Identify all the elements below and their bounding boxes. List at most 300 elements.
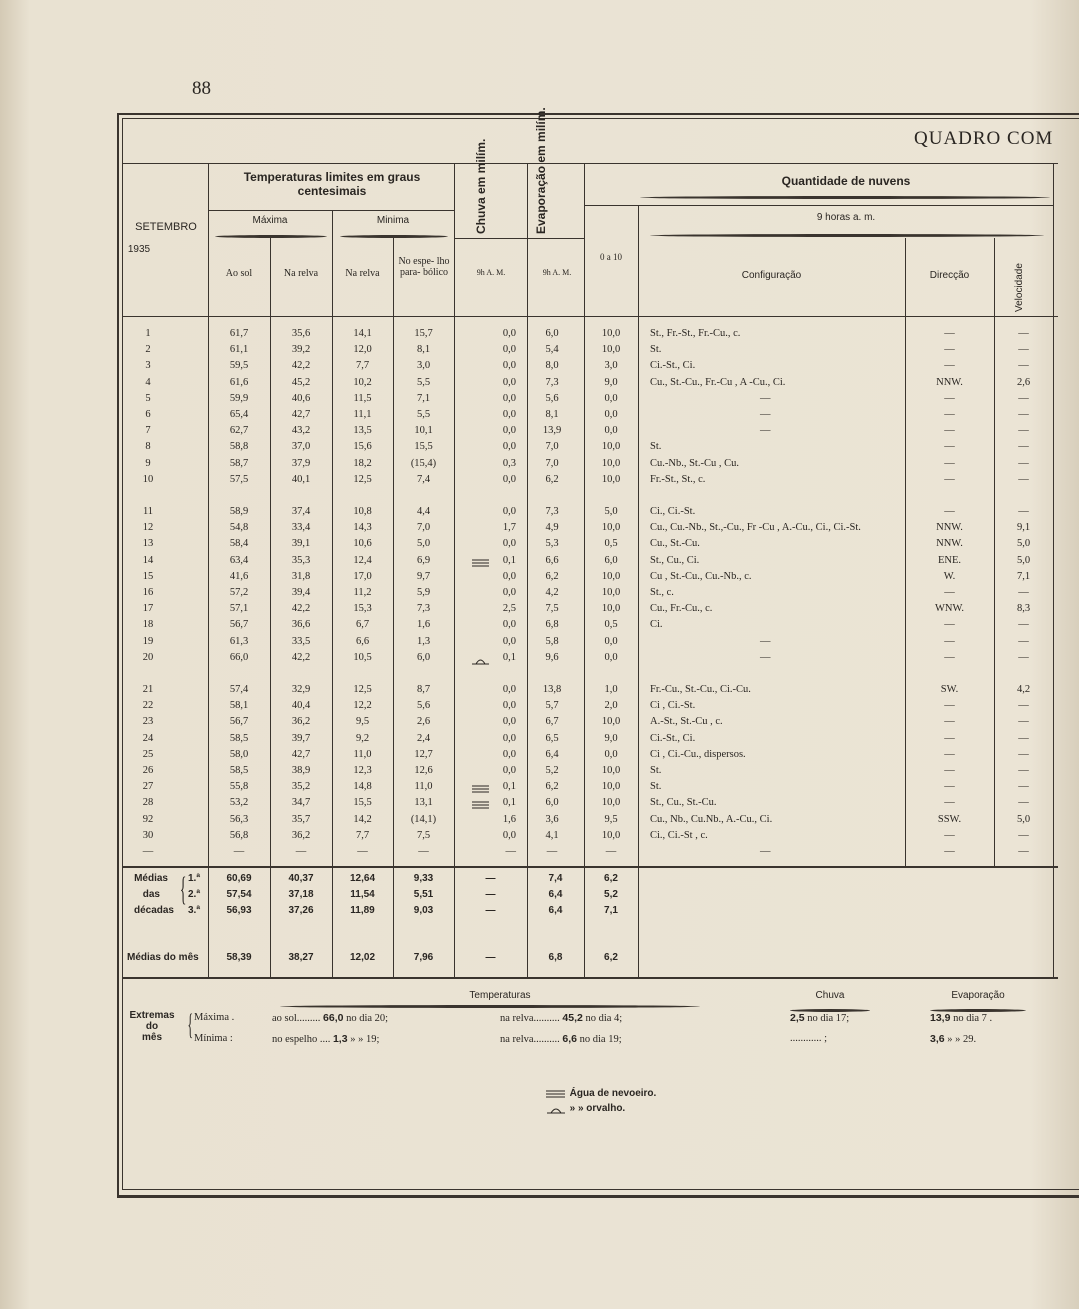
cell-cfg: Cu.-Nb., St.-Cu , Cu.: [650, 457, 739, 469]
cell-d: —: [142, 846, 154, 857]
cell-esp: 4,4: [416, 506, 431, 517]
cell-rmax: 39,4: [291, 587, 311, 598]
cell-neb: 10,0: [601, 570, 621, 582]
cell-cfg: St., c.: [650, 587, 674, 598]
cell-esp: 6,9: [416, 554, 431, 566]
cell-neb: 9,5: [604, 813, 618, 825]
cell-cfg: Ci.: [650, 619, 663, 631]
cell-evap: 6,2: [545, 473, 559, 485]
cell-sol: 57,4: [229, 684, 249, 695]
cell-esp: 12,6: [414, 765, 433, 776]
cell-rmin: 11,2: [353, 587, 372, 598]
cell-neb: 10,0: [601, 441, 621, 453]
cell-dir: SSW.: [937, 813, 962, 825]
cell-vel: —: [1018, 651, 1029, 663]
cell-dir: —: [944, 797, 955, 809]
extremas-temp-header: Temperaturas: [469, 990, 531, 1001]
cell-neb: 9,0: [604, 376, 618, 388]
cell-chuva: 0,0: [502, 732, 516, 744]
swash: [650, 234, 1044, 237]
fog-symbol-icon: [545, 1089, 567, 1099]
cell-sol: 58,5: [229, 765, 249, 776]
cell-sol: 55,8: [229, 781, 249, 793]
cell-neb: 10,0: [601, 797, 621, 809]
ext-max-evap: 13,9 no dia 7 .: [930, 1012, 993, 1024]
cell-sol: 61,6: [229, 376, 249, 388]
cell-vel: —: [1018, 635, 1029, 647]
cell-dir: —: [944, 651, 955, 663]
cell-chuva: 0,0: [502, 376, 516, 388]
cell-rmin: 12,3: [353, 765, 372, 776]
chuva-sub-rule: [454, 238, 584, 239]
cell-neb: —: [605, 846, 617, 857]
medias-cell-esp: 9,03: [413, 905, 434, 916]
cell-d: 8: [145, 441, 151, 453]
cell-esp: 1,3: [416, 635, 431, 647]
cell-dir: —: [944, 829, 955, 841]
cell-rmax: 42,7: [291, 409, 311, 420]
header-rule-bottom: [122, 316, 1058, 317]
cell-rmax: 39,7: [291, 732, 311, 744]
medias-cell-sol: 60,69: [226, 873, 252, 884]
cell-rmin: 13,5: [353, 425, 372, 437]
cell-rmax: 33,4: [291, 522, 311, 534]
decade-label: 3.ª: [188, 905, 201, 916]
cell-neb: 10,0: [601, 344, 621, 356]
cell-neb: 0,0: [604, 409, 618, 420]
medias-mes-cell-rmax: 38,27: [288, 952, 314, 963]
cell-sol: 57,5: [229, 473, 249, 485]
medias-mes-cell-neb: 6,2: [604, 952, 618, 963]
cell-cfg: Cu., Cu.-Nb., St.,-Cu., Fr -Cu , A.-Cu., Ci., Ci.-St.: [650, 522, 861, 534]
medias-cell-neb: 7,1: [604, 905, 618, 916]
ext-max-sol: ao sol......... 66,0 no dia 20;: [272, 1012, 389, 1024]
cell-evap: 8,1: [545, 409, 559, 420]
medias-label-das: das: [142, 889, 160, 900]
cell-rmin: 12,0: [353, 344, 372, 356]
decade-label: 2.ª: [188, 889, 201, 900]
cell-d: 22: [142, 700, 154, 712]
nuvens-header: Quantidade de nuvens: [781, 174, 911, 188]
cell-rmin: 15,5: [353, 797, 372, 809]
cell-rmax: 36,2: [291, 716, 311, 728]
cell-dir: NNW.: [936, 376, 963, 388]
cell-dir: —: [944, 716, 955, 728]
cell-chuva: 1,6: [502, 813, 516, 825]
cell-rmax: 38,9: [291, 765, 311, 776]
cell-d: 17: [142, 603, 154, 615]
cell-rmin: 12,5: [353, 684, 372, 695]
cell-d: 12: [142, 522, 154, 534]
cell-d: 92: [142, 813, 154, 825]
cell-esp: 15,7: [414, 328, 433, 339]
cell-sol: 56,7: [229, 619, 249, 631]
cell-neb: 1,0: [604, 684, 618, 695]
cell-esp: 11,0: [414, 781, 433, 793]
cell-neb: 10,0: [601, 473, 621, 485]
col-line: [1053, 163, 1054, 977]
cell-evap: 6,0: [545, 797, 559, 809]
cell-rmin: 14,2: [353, 813, 372, 825]
cell-neb: 0,0: [604, 425, 618, 437]
cell-cfg: Cu., St.-Cu., Fr.-Cu , A -Cu., Ci.: [650, 376, 786, 388]
cell-neb: 3,0: [604, 360, 618, 372]
chuva-header: Chuva em milím.: [474, 138, 488, 234]
cell-chuva: 0,0: [502, 700, 516, 712]
cell-evap: 6,5: [545, 732, 559, 744]
cell-rmin: 10,2: [353, 376, 372, 388]
decade-label: 1.ª: [188, 873, 201, 884]
espelho-header: No espe- lho para- bólico: [398, 256, 450, 278]
ext-min-chuva: ............ ;: [790, 1033, 828, 1044]
cell-dir: —: [944, 328, 955, 339]
cell-chuva: 0,0: [502, 829, 516, 841]
extremas-minima-label: Mínima :: [194, 1033, 233, 1044]
cell-evap: 5,7: [545, 700, 559, 712]
cell-rmax: 37,0: [291, 441, 311, 453]
cell-sol: 56,3: [229, 813, 249, 825]
cell-vel: —: [1018, 797, 1029, 809]
medias-cell-esp: 5,51: [413, 889, 434, 900]
cell-cfg: Ci.-St., Ci.: [650, 732, 696, 744]
medias-cell-rmin: 11,89: [350, 905, 375, 916]
cell-d: 11: [142, 506, 154, 517]
cell-d: 10: [142, 473, 154, 485]
cell-rmax: 35,2: [291, 781, 311, 793]
medias-label-decadas: décadas: [133, 905, 174, 916]
cell-esp: 8,1: [416, 344, 431, 356]
cell-d: 26: [142, 765, 154, 776]
cell-dir: —: [944, 700, 955, 712]
cell-vel: —: [1018, 700, 1029, 712]
cell-esp: 5,5: [416, 409, 431, 420]
cell-cfg: A.-St., St.-Cu , c.: [650, 716, 723, 728]
ext-max-relva: na relva.......... 45,2 no dia 4;: [500, 1012, 623, 1024]
cell-esp: (15,4): [410, 457, 437, 469]
cell-dir: —: [944, 425, 955, 437]
cell-vel: —: [1018, 781, 1029, 793]
cell-rmin: 12,4: [353, 554, 372, 566]
cell-vel: —: [1018, 425, 1029, 437]
medias-mes-cell-rmin: 12,02: [349, 952, 376, 963]
cell-dir: —: [944, 635, 955, 647]
cell-cfg: Cu., Fr.-Cu., c.: [650, 603, 713, 615]
cell-neb: 10,0: [601, 587, 621, 598]
cell-evap: 6,7: [545, 716, 559, 728]
cell-rmin: 11,5: [353, 392, 372, 404]
dew-symbol-icon: [545, 1104, 567, 1114]
cell-rmax: 36,2: [291, 829, 311, 841]
cell-vel: 5,0: [1016, 554, 1031, 566]
cell-chuva: 0,1: [502, 781, 516, 793]
cell-chuva: 0,0: [502, 409, 516, 420]
cell-vel: 5,0: [1016, 813, 1031, 825]
cell-d: 5: [145, 392, 151, 404]
cell-vel: —: [1018, 716, 1029, 728]
cell-cfg: Ci., Ci.-St.: [650, 506, 696, 517]
medias-cell-rmax: 37,18: [288, 889, 314, 900]
cell-rmin: 11,0: [353, 748, 372, 760]
cell-vel: —: [1018, 732, 1029, 744]
cell-vel: —: [1018, 846, 1029, 857]
cell-evap: 6,2: [545, 570, 559, 582]
temp-sub-rule: [208, 210, 454, 211]
cell-vel: —: [1018, 619, 1029, 631]
cell-sol: 65,4: [229, 409, 249, 420]
cell-rmax: 35,7: [291, 813, 311, 825]
cell-sol: 57,2: [229, 587, 249, 598]
swash: [215, 235, 327, 238]
cell-chuva: 0,0: [502, 538, 516, 550]
table-title: QUADRO COM: [914, 128, 1054, 149]
medias-cell-evap: 7,4: [548, 873, 563, 884]
cell-rmin: 12,2: [353, 700, 372, 712]
cell-cfg: St.: [650, 765, 662, 776]
cell-rmax: 42,7: [291, 748, 311, 760]
cell-esp: 3,0: [416, 360, 431, 372]
cell-evap: 5,2: [545, 765, 559, 776]
ext-max-chuva: 2,5 no dia 17;: [790, 1012, 850, 1024]
cell-neb: 2,0: [604, 700, 618, 712]
cell-esp: 7,0: [416, 522, 431, 534]
medias-cell-chuva: —: [485, 905, 496, 916]
cell-rmin: 14,3: [353, 522, 372, 534]
medias-cell-neb: 5,2: [604, 889, 618, 900]
cell-chuva: 0,0: [502, 570, 516, 582]
swash: [640, 196, 1050, 199]
year-header: 1935: [127, 244, 151, 255]
cell-cfg: St.: [650, 344, 662, 356]
cell-d: 6: [145, 409, 151, 420]
medias-rule: [122, 977, 1058, 979]
cell-d: 4: [145, 376, 151, 388]
cell-cfg: Ci., Ci.-St , c.: [650, 829, 708, 841]
legend-fog: Água de nevoeiro.: [545, 1088, 656, 1099]
cell-neb: 10,0: [601, 457, 621, 469]
cell-evap: 3,6: [545, 813, 559, 825]
cell-chuva: 0,0: [502, 392, 516, 404]
dew-symbol-icon: [471, 655, 491, 665]
cell-evap: 7,5: [545, 603, 559, 615]
page-number: 88: [192, 78, 211, 99]
col-line: [638, 205, 639, 977]
cell-sol: 61,7: [229, 328, 249, 339]
cell-d: 7: [145, 425, 151, 437]
cell-evap: 4,1: [545, 829, 559, 841]
cell-vel: —: [1018, 409, 1029, 420]
cell-d: 1: [145, 328, 151, 339]
cell-sol: 58,4: [229, 538, 249, 550]
cell-rmin: 6,6: [355, 635, 370, 647]
extremas-chuva-header: Chuva: [815, 990, 845, 1001]
cell-esp: 5,0: [416, 538, 431, 550]
cell-vel: —: [1018, 473, 1029, 485]
cell-cfg: —: [760, 846, 771, 857]
cell-rmax: 39,2: [291, 344, 311, 356]
extremas-brace: {: [187, 1008, 194, 1041]
cell-rmin: 7,7: [355, 829, 370, 841]
cell-dir: —: [944, 748, 955, 760]
cell-evap: 13,8: [542, 684, 562, 695]
cell-esp: (14,1): [410, 813, 437, 825]
cell-neb: 10,0: [601, 781, 621, 793]
cell-esp: 7,3: [416, 603, 431, 615]
ext-min-espelho: no espelho .... 1,3 » » 19;: [272, 1033, 380, 1045]
na-relva-min-header: Na relva: [345, 268, 380, 279]
cell-esp: —: [418, 846, 429, 857]
cell-rmax: 40,6: [291, 392, 311, 404]
cell-vel: —: [1018, 457, 1029, 469]
cell-d: 15: [142, 570, 154, 582]
cell-esp: 7,4: [416, 473, 431, 485]
cell-vel: 5,0: [1016, 538, 1031, 550]
cell-dir: —: [944, 732, 955, 744]
cell-evap: 5,6: [545, 392, 559, 404]
cell-rmax: 35,6: [291, 328, 311, 339]
cell-rmin: 14,8: [353, 781, 372, 793]
cell-rmin: 17,0: [353, 570, 372, 582]
cell-evap: 6,8: [545, 619, 559, 631]
cell-chuva: 0,0: [502, 619, 516, 631]
cell-rmin: 9,2: [355, 732, 370, 744]
cell-evap: 7,3: [545, 506, 559, 517]
cell-evap: 6,6: [545, 554, 559, 566]
cell-rmax: 37,9: [291, 457, 311, 469]
extremas-label-mes: mês: [141, 1032, 162, 1043]
cell-cfg: Ci , Ci.-St.: [650, 700, 696, 712]
cell-chuva: 0,0: [502, 748, 516, 760]
ext-min-evap: 3,6 » » 29.: [930, 1033, 977, 1045]
cell-rmin: 15,3: [353, 603, 372, 615]
cell-chuva: 0,0: [502, 684, 516, 695]
cell-dir: SW.: [940, 684, 959, 695]
cell-sol: 56,8: [229, 829, 249, 841]
medias-label: Médias: [134, 873, 168, 884]
cell-chuva: 0,1: [502, 651, 516, 663]
cell-rmin: 10,6: [353, 538, 372, 550]
cell-evap: 5,3: [545, 538, 559, 550]
cell-esp: 7,1: [416, 392, 431, 404]
cell-chuva: 0,0: [502, 587, 516, 598]
nove-horas-header: 9 horas a. m.: [816, 212, 876, 223]
cell-rmax: 37,4: [291, 506, 311, 517]
cell-vel: —: [1018, 328, 1029, 339]
cell-rmin: 18,2: [353, 457, 372, 469]
cell-vel: —: [1018, 587, 1029, 598]
cell-chuva: 0,0: [502, 716, 516, 728]
cell-d: 30: [142, 829, 154, 841]
cell-sol: 59,9: [229, 392, 249, 404]
cell-neb: 10,0: [601, 522, 621, 534]
cell-rmin: 14,1: [353, 328, 372, 339]
cell-sol: 62,7: [229, 425, 249, 437]
cell-chuva: 2,5: [502, 603, 516, 615]
medias-cell-evap: 6,4: [548, 905, 563, 916]
cell-evap: 13,9: [542, 425, 562, 437]
cell-rmax: 40,1: [291, 473, 311, 485]
cell-esp: 6,0: [416, 651, 431, 663]
cell-dir: —: [944, 846, 955, 857]
cell-sol: 61,3: [229, 635, 249, 647]
velocidade-header: Velocidade: [1014, 263, 1025, 312]
cell-neb: 9,0: [604, 732, 618, 744]
cell-sol: 58,1: [229, 700, 249, 712]
cell-esp: 2,4: [416, 732, 431, 744]
cell-neb: 10,0: [601, 829, 621, 841]
legend-dew: » » orvalho.: [545, 1103, 625, 1114]
cell-d: 3: [145, 360, 151, 372]
chuva-time-header: 9h A. M.: [476, 268, 506, 277]
cell-evap: 7,0: [545, 441, 559, 453]
cell-rmax: 43,2: [291, 425, 311, 437]
cell-cfg: Cu , St.-Cu., Cu.-Nb., c.: [650, 570, 752, 582]
cell-d: 28: [142, 797, 154, 809]
cell-sol: 57,1: [229, 603, 249, 615]
cell-cfg: St., Cu., St.-Cu.: [650, 797, 717, 809]
cell-chuva: 0,3: [502, 457, 516, 469]
cell-dir: —: [944, 409, 955, 420]
cell-esp: 12,7: [414, 748, 433, 760]
cell-chuva: 0,0: [502, 328, 516, 339]
cell-neb: 5,0: [604, 506, 618, 517]
cell-sol: —: [233, 846, 245, 857]
cell-esp: 7,5: [416, 829, 431, 841]
cell-d: 25: [142, 748, 154, 760]
cell-rmax: 34,7: [291, 797, 311, 809]
cell-evap: 8,0: [545, 360, 559, 372]
cell-neb: 10,0: [601, 328, 621, 339]
cell-dir: —: [944, 781, 955, 793]
fog-symbol-icon: [471, 784, 491, 794]
cell-dir: —: [944, 392, 955, 404]
swash: [280, 1005, 700, 1008]
fog-symbol-icon: [471, 558, 491, 568]
cell-chuva: 0,0: [502, 425, 516, 437]
cell-rmax: —: [295, 846, 307, 857]
cell-evap: 5,8: [545, 635, 559, 647]
cell-rmin: 11,1: [353, 409, 372, 420]
cell-rmax: 42,2: [291, 360, 311, 372]
cell-esp: 10,1: [414, 425, 433, 437]
cell-dir: —: [944, 765, 955, 776]
cell-cfg: St.: [650, 441, 662, 453]
cell-d: 18: [142, 619, 154, 631]
maxima-header: Máxima: [252, 215, 288, 226]
cell-vel: 9,1: [1016, 522, 1031, 534]
cell-d: 9: [145, 457, 151, 469]
cell-d: 19: [142, 635, 154, 647]
cell-sol: 58,7: [229, 457, 249, 469]
evap-time-header: 9h A. M.: [542, 268, 572, 277]
extremas-label: Extremas: [129, 1010, 175, 1021]
cell-esp: 5,9: [416, 587, 431, 598]
cell-rmin: 15,6: [353, 441, 372, 453]
cell-cfg: Ci.-St., Ci.: [650, 360, 696, 372]
cell-rmax: 35,3: [291, 554, 311, 566]
medias-mes-label: Médias do mês: [127, 952, 199, 963]
cell-rmin: 6,7: [355, 619, 370, 631]
cell-esp: 8,7: [416, 684, 431, 695]
cell-chuva: 0,0: [502, 635, 516, 647]
cell-chuva: 0,1: [502, 554, 516, 566]
cell-rmax: 36,6: [291, 619, 311, 631]
na-relva-max-header: Na relva: [283, 268, 319, 279]
cell-cfg: St.: [650, 781, 662, 793]
cell-rmin: 7,7: [355, 360, 370, 372]
cell-dir: NNW.: [936, 538, 963, 550]
cell-sol: 58,5: [229, 732, 249, 744]
cell-esp: 5,5: [416, 376, 431, 388]
